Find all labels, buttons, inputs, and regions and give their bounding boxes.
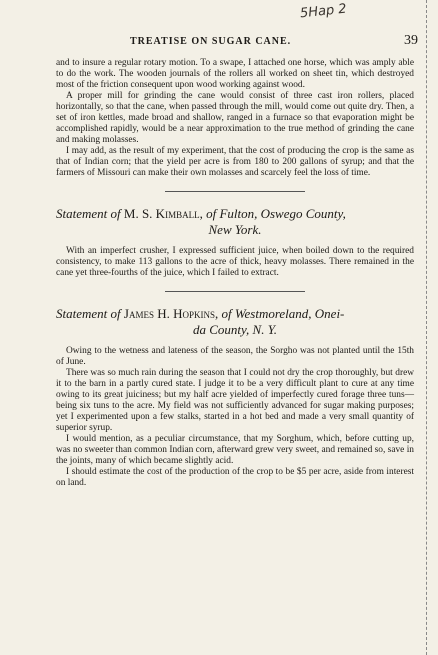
heading-suffix: of Fulton, Oswego County, — [206, 206, 346, 221]
page-body — [56, 58, 414, 489]
heading-prefix: Statement of — [56, 306, 121, 321]
heading-name: James H. Hopkins, — [123, 306, 219, 321]
page-gutter — [426, 0, 437, 655]
hopkins-paragraph: I should estimate the cost of the production of the crop to be $5 per acre, aside from interest on land. — [56, 467, 414, 488]
handwritten-annotation: 5Hap 2 — [299, 1, 348, 22]
intro-paragraph: and to insure a regular rotary motion. To a swape, I attached one horse, which was amply able to do the work. The wooden journals of the rollers all worked on sheet tin, which destroyed most of the friction consequent upon wood working against wood. — [56, 58, 414, 90]
intro-paragraph: I may add, as the result of my experiment, that the cost of producing the crop is the same as that of Indian corn; that the yield per acre is from 180 to 200 gallons of syrup; and that the farmers of Missouri can make their own molasses and scarcely feel the loss of time. — [56, 146, 414, 178]
heading-name: M. S. Kimball, — [123, 206, 203, 221]
hopkins-paragraph: I would mention, as a peculiar circumstance, that my Sorghum, which, before cutting up, was no sweeter than common Indian corn, afterward grew very sweet, and remained so, save in the joints, many of which became slightly acid. — [56, 434, 414, 466]
kimball-paragraph: With an imperfect crusher, I expressed sufficient juice, when boiled down to the required consistency, to make 113 gallons to the acre of thick, heavy molasses. There remained in the cane yet three-fourths of the juice, which I failed to extract. — [56, 246, 414, 278]
statement-heading-hopkins — [56, 306, 414, 322]
page-header — [0, 33, 418, 52]
hopkins-paragraph: Owing to the wetness and lateness of the season, the Sorgho was not planted until the 15th of June. — [56, 346, 414, 367]
statement-heading-hopkins-line2: da County, N. Y. — [192, 322, 278, 337]
intro-paragraph: A proper mill for grinding the cane would consist of three cast iron rollers, placed horizontally, so that the cane, when passed through the mill, would come out quite dry. Then, a set of iron kettles, made broad and shallow, ranged in a furnace so that evaporation might be accomplished rapidly, would be a near approximation to the true method of grinding the cane and making molasses. — [56, 91, 414, 145]
heading-suffix: of Westmoreland, Onei- — [221, 306, 345, 321]
heading-prefix: Statement of — [56, 206, 121, 221]
hopkins-paragraph: There was so much rain during the season that I could not dry the crop thoroughly, but drew it to the barn in a partly cured state. I judge it to be a very difficult plant to cure at any time owing to its great juiciness; but my half acre yielded of imperfectly cured forage three tuns—being six tuns to the acre. My field was not sufficiently advanced for sugar making purposes; yet I experimented upon a few stalks, started in a hot bed and made a very small quantity of superior syrup. — [56, 368, 414, 433]
statement-heading-kimball-line2: New York. — [208, 222, 262, 237]
running-head: TREATISE ON SUGAR CANE. — [130, 36, 292, 47]
page-number: 39 — [404, 33, 418, 48]
statement-heading-kimball — [56, 206, 414, 222]
